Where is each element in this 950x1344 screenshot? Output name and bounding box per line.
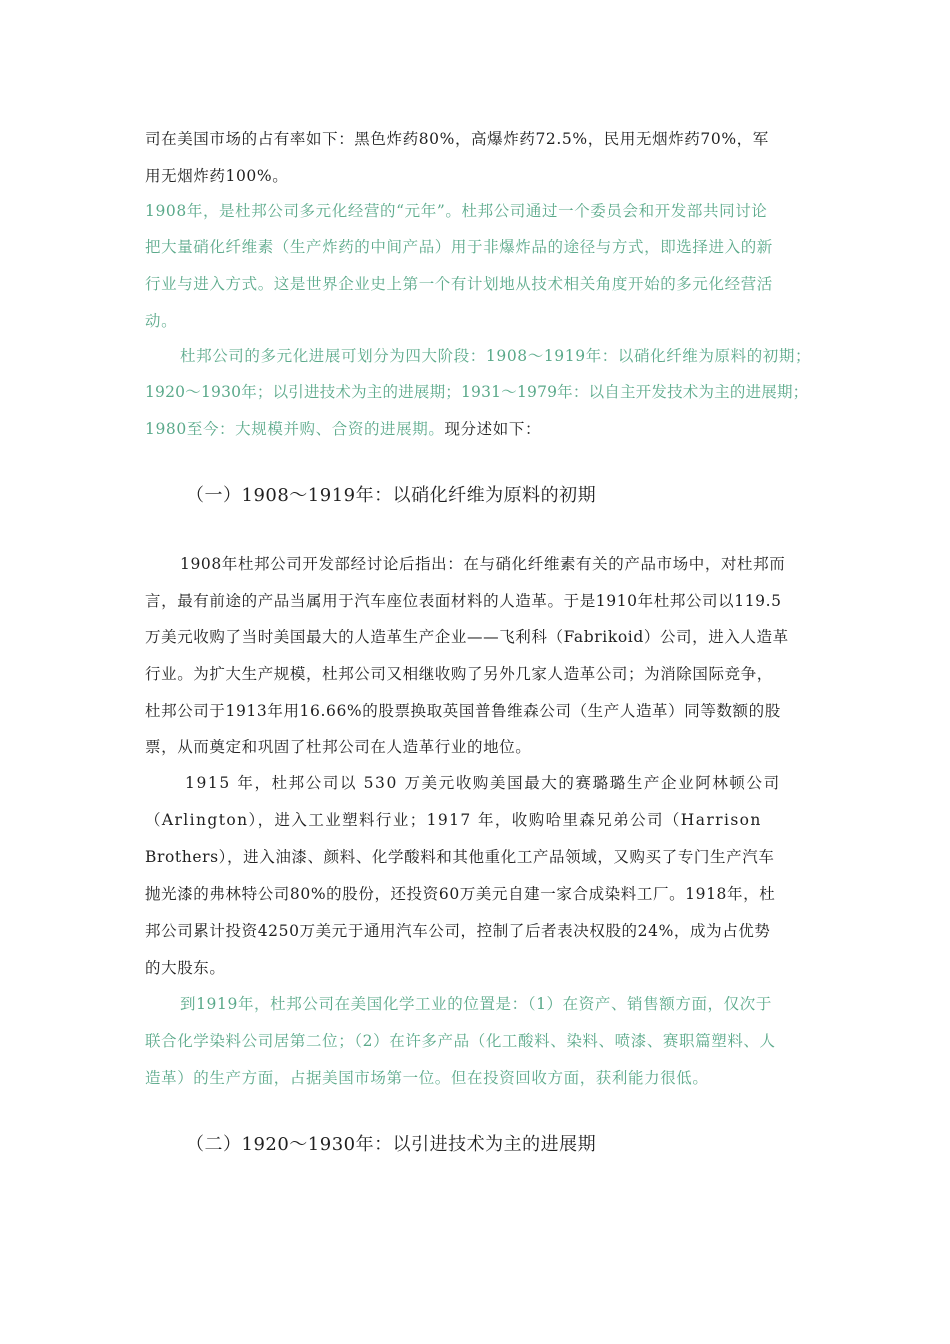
text-line: 言，最有前途的产品当属用于汽车座位表面材料的人造革。于是1910年杜邦公司以119.5 xyxy=(145,592,782,610)
text-line: 行业与进入方式。这是世界企业史上第一个有计划地从技术相关角度开始的多元化经营活 xyxy=(145,275,773,293)
text-line: 1908年，是杜邦公司多元化经营的“元年”。杜邦公司通过一个委员会和开发部共同讨论 xyxy=(145,202,768,220)
text-line: 1920～1930年；以引进技术为主的进展期；1931～1979年：以自主开发技术为主的进展期； xyxy=(145,383,809,401)
text-line: 用无烟炸药100%。 xyxy=(145,167,289,185)
text-line: 的大股东。 xyxy=(145,959,226,977)
text-line: 抛光漆的弗林特公司80%的股份，还投资60万美元自建一家合成染料工厂。1918年，杜 xyxy=(145,885,776,903)
text-line: （Arlington），进入工业塑料行业；1917 年，收购哈里森兄弟公司（Harrison xyxy=(145,811,762,829)
text-line: 万美元收购了当时美国最大的人造革生产企业——飞利科（Fabrikoid）公司，进入人造革 xyxy=(145,628,789,646)
section-heading: （二）1920～1930年：以引进技术为主的进展期 xyxy=(186,1134,597,1155)
section-heading: （一）1908～1919年：以硝化纤维为原料的初期 xyxy=(186,485,597,506)
text-segment: 1980至今：大规模并购、合资的进展期。 xyxy=(145,420,445,438)
text-line: 杜邦公司于1913年用16.66%的股票换取英国普鲁维森公司（生产人造革）同等数额的股 xyxy=(145,702,781,720)
text-line: 邦公司累计投资4250万美元于通用汽车公司，控制了后者表决权股的24%，成为占优势 xyxy=(145,922,771,940)
text-line-mixed xyxy=(145,418,810,440)
text-line: 联合化学染料公司居第二位；（2）在许多产品（化工酸料、染料、喷漆、赛职篇塑料、人 xyxy=(145,1032,776,1050)
text-line: Brothers），进入油漆、颜料、化学酸料和其他重化工产品领域，又购买了专门生产汽车 xyxy=(145,848,775,866)
text-line: 司在美国市场的占有率如下：黑色炸药80%，高爆炸药72.5%，民用无烟炸药70%，军 xyxy=(145,130,769,148)
text-segment: 现分述如下： xyxy=(444,420,542,438)
text-line: 把大量硝化纤维素（生产炸药的中间产品）用于非爆炸品的途径与方式，即选择进入的新 xyxy=(145,238,773,256)
text-line: 动。 xyxy=(145,312,178,330)
text-line: 1908年杜邦公司开发部经讨论后指出：在与硝化纤维素有关的产品市场中，对杜邦而 xyxy=(180,555,786,573)
text-line: 票，从而奠定和巩固了杜邦公司在人造革行业的地位。 xyxy=(145,738,532,756)
text-line: 行业。为扩大生产规模，杜邦公司又相继收购了另外几家人造革公司；为消除国际竞争， xyxy=(145,665,773,683)
text-line: 杜邦公司的多元化进展可划分为四大阶段：1908～1919年：以硝化纤维为原料的初期； xyxy=(180,347,812,365)
text-line: 1915 年，杜邦公司以 530 万美元收购美国最大的赛璐璐生产企业阿林顿公司 xyxy=(185,774,781,792)
text-line: 到1919年，杜邦公司在美国化学工业的位置是：（1）在资产、销售额方面，仅次于 xyxy=(180,995,772,1013)
text-line: 造革）的生产方面，占据美国市场第一位。但在投资回收方面，获利能力很低。 xyxy=(145,1069,709,1087)
